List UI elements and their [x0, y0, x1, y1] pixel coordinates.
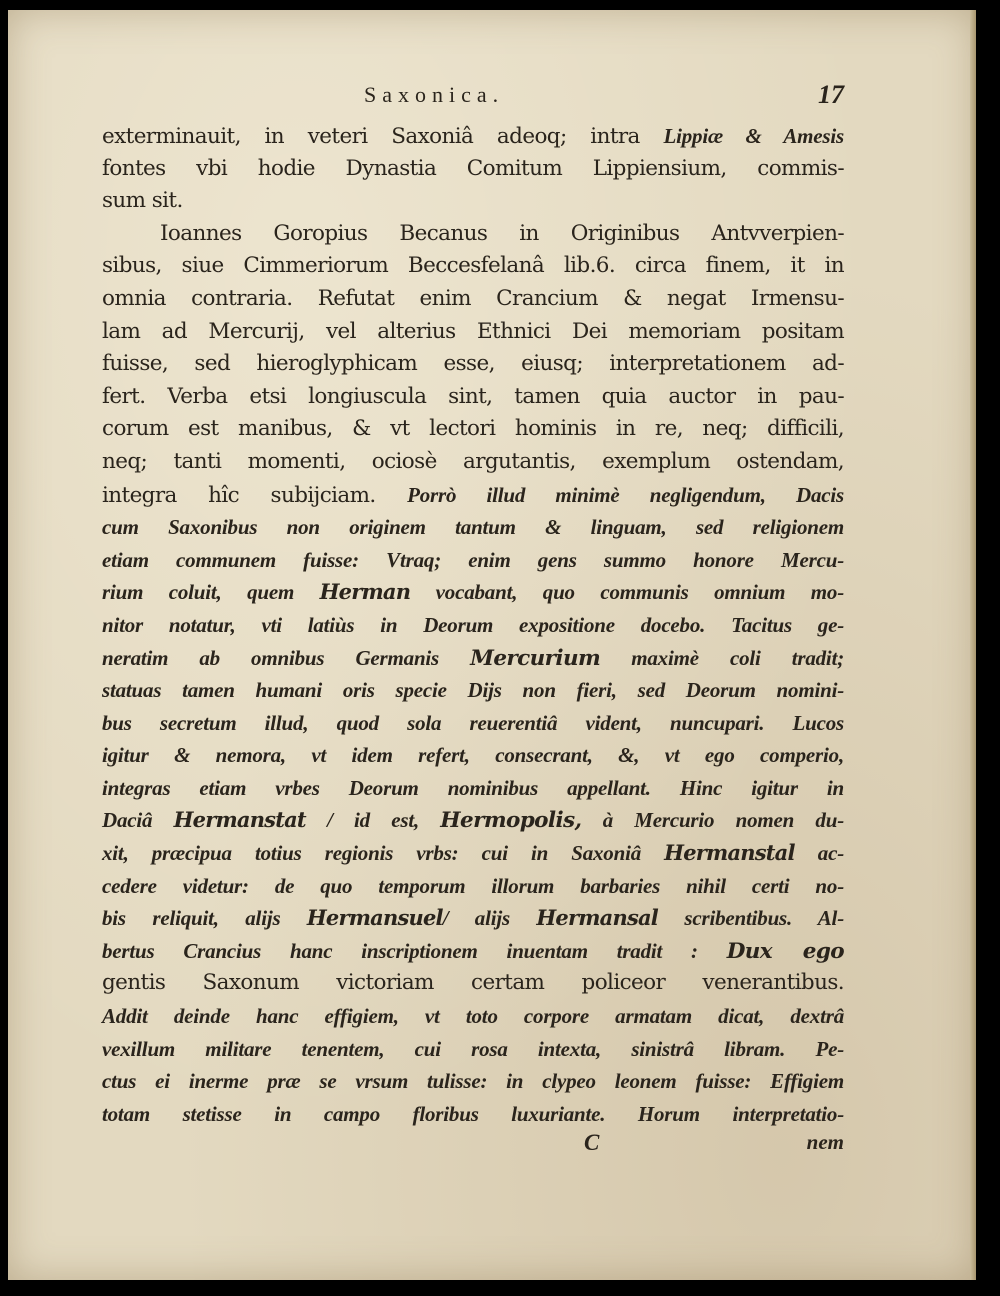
- quote-line: bus secretum illud, quod sola reuerentiâ vident, nuncupari. Lucos: [102, 710, 844, 735]
- page-header: [102, 80, 844, 120]
- quote-line: igitur & nemora, vt idem refert, consecrant, &, vt ego comperio,: [102, 743, 844, 768]
- text-line: fontes vbi hodie Dynastia Comitum Lippiensium, commis-: [102, 155, 844, 181]
- page-number: 17: [818, 80, 844, 109]
- text-line: lam ad Mercurij, vel alterius Ethnici Dei memoriam positam: [102, 318, 844, 344]
- text-line: integra hîc subijciam. Porrò illud minimè negligendum, Dacis: [102, 482, 844, 508]
- text-line: corum est manibus, & vt lectori hominis in re, neq; difficili,: [102, 416, 844, 442]
- quote-line: bis reliquit, alijs Hermansuel/ alijs Hermansal scribentibus. Al-: [102, 905, 844, 931]
- page-footer: [102, 1130, 844, 1164]
- quote-line: etiam communem fuisse: Vtraq; enim gens summo honore Mercu-: [102, 547, 844, 572]
- text-line: omnia contraria. Refutat enim Crancium & negat Irmensu-: [102, 285, 844, 311]
- blackletter-word: Hermanstal: [664, 840, 795, 866]
- quote-line: totam stetisse in campo floribus luxuriante. Horum interpretatio-: [102, 1101, 844, 1126]
- page-edge: [970, 10, 976, 1280]
- text-line: neq; tanti momenti, ociosè argutantis, exemplum ostendam,: [102, 448, 844, 474]
- quote-line: vexillum militare tenentem, cui rosa intexta, sinistrâ libram. Pe-: [102, 1036, 844, 1061]
- roman-word: Mercurium: [470, 645, 601, 671]
- running-head: Saxonica.: [364, 82, 505, 107]
- inscription-line: gentis Saxonum victoriam certam policeor venerantibus.: [102, 970, 844, 996]
- blackletter-word: Hermansal: [536, 905, 658, 931]
- quote-line: statuas tamen humani oris specie Dijs non fieri, sed Deorum nomini-: [102, 678, 844, 703]
- blackletter-word: Hermanstat: [173, 807, 306, 833]
- text-line: fert. Verba etsi longiuscula sint, tamen quia auctor in pau-: [102, 383, 844, 409]
- text-line: exterminauit, in veteri Saxoniâ adeoq; intra Lippiæ & Amesis: [102, 124, 845, 149]
- quote-line: cedere videtur: de quo temporum illorum barbaries nihil certi no-: [102, 873, 844, 898]
- quote-line: integras etiam vrbes Deorum nominibus appellant. Hinc igitur in: [102, 775, 844, 800]
- blackletter-word: Herman: [319, 579, 411, 605]
- quote-line: Daciâ Hermanstat / id est, Hermopolis, à Mercurio nomen du-: [102, 807, 844, 834]
- text-line: fuisse, sed hieroglyphicam esse, eiusq; interpretationem ad-: [102, 351, 844, 377]
- quote-line: nitor notatur, vti latiùs in Deorum expositione docebo. Tacitus ge-: [102, 612, 844, 637]
- quote-line: cum Saxonibus non originem tantum & linguam, sed religionem: [102, 515, 844, 540]
- quote-line: ctus ei inerme præ se vrsum tulisse: in clypeo leonem fuisse: Effigiem: [102, 1069, 844, 1094]
- quote-line: neratim ab omnibus Germanis Mercurium maximè coli tradit;: [102, 645, 844, 671]
- quote-line: xit, præcipua totius regionis vrbs: cui in Saxoniâ Hermanstal ac-: [102, 840, 844, 866]
- blackletter-word: Hermansuel: [306, 905, 443, 931]
- quote-line: Addit deinde hanc effigiem, vt toto corpore armatam dicat, dextrâ: [102, 1004, 844, 1029]
- roman-word: Hermopolis,: [440, 808, 582, 834]
- paragraph-start: Ioannes Goropius Becanus in Originibus Antvverpien-: [160, 220, 844, 246]
- text-line: sibus, siue Cimmeriorum Beccesfelanâ lib.6. circa finem, it in: [102, 253, 844, 279]
- quote-line: rium coluit, quem Herman vocabant, quo communis omnium mo-: [102, 579, 844, 605]
- book-page: [8, 10, 976, 1280]
- page-text-block: [102, 80, 844, 1164]
- signature-mark: C: [584, 1130, 600, 1156]
- text-line: sum sit.: [102, 188, 183, 214]
- quote-line: bertus Crancius hanc inscriptionem inuentam tradit : Dux ego: [102, 938, 844, 964]
- roman-word: Dux ego: [726, 938, 844, 964]
- catchword: nem: [806, 1130, 844, 1155]
